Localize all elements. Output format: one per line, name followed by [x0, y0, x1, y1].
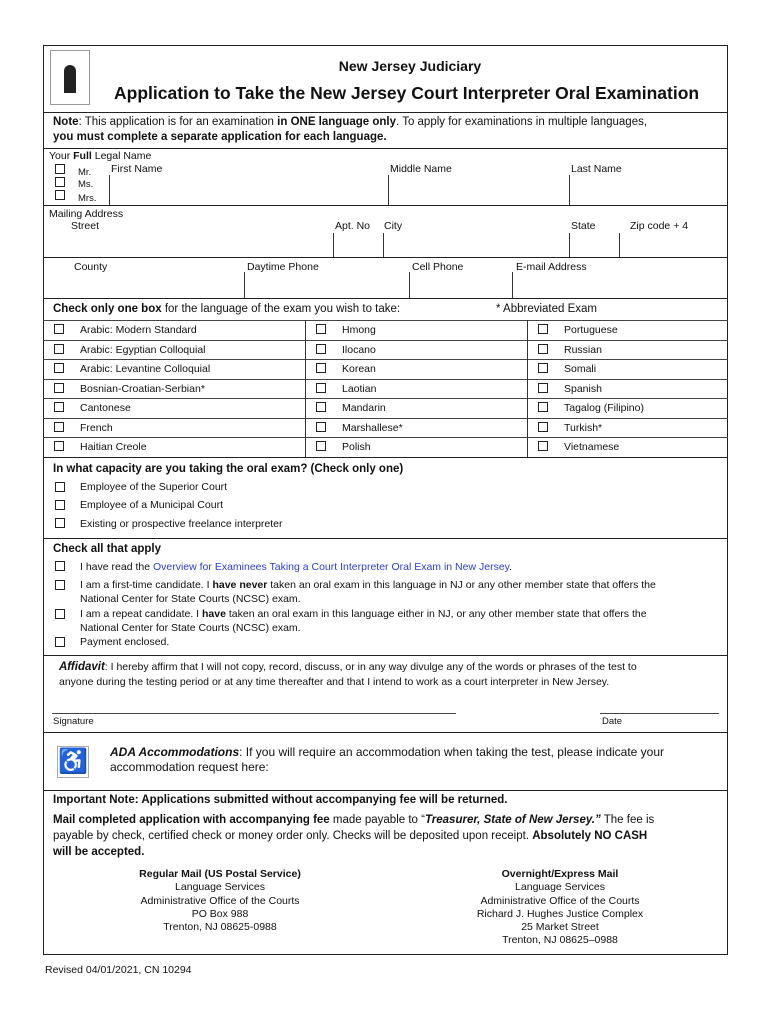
municipal-court-checkbox[interactable] — [55, 500, 65, 510]
check-all-heading: Check all that apply — [53, 543, 162, 555]
first-time-checkbox[interactable] — [55, 580, 65, 590]
last-name-field[interactable] — [570, 176, 726, 204]
language-checkbox[interactable] — [538, 324, 548, 334]
county-label: County — [74, 261, 108, 273]
first-name-label: First Name — [111, 163, 163, 175]
table-rule — [43, 359, 728, 360]
table-rule — [43, 418, 728, 419]
address-line: 25 Market Street — [521, 921, 599, 934]
read-overview-checkbox[interactable] — [55, 561, 65, 571]
read-overview-label: I have read the Overview for Examinees Taking a Court Interpreter Oral Exam in New Jersey. — [80, 561, 513, 573]
language-checkbox[interactable] — [538, 383, 548, 393]
mail-instructions-2: payable by check, certified check or money order only. Checks will be deposited upon receipt. Absolutely NO CASH — [53, 830, 648, 842]
revised-footer: Revised 04/01/2021, CN 10294 — [45, 964, 192, 976]
city-label: City — [384, 220, 403, 232]
table-rule — [305, 320, 306, 457]
cell-phone-field[interactable] — [410, 273, 511, 297]
signature-label: Signature — [53, 716, 94, 727]
language-label: Vietnamese — [564, 441, 620, 453]
mail-instructions-3: will be accepted. — [53, 846, 145, 858]
abbreviated-note: * Abbreviated Exam — [496, 303, 598, 315]
payment-label: Payment enclosed. — [80, 636, 170, 648]
ms-label: Ms. — [78, 179, 94, 190]
language-label: Spanish — [564, 382, 602, 395]
freelance-checkbox[interactable] — [55, 518, 65, 528]
language-label: Arabic: Egyptian Colloquial — [80, 343, 206, 356]
regular-mail-address — [90, 868, 350, 934]
mail-instructions: Mail completed application with accompanying fee made payable to “Treasurer, State of New Jersey.” The fee is — [53, 814, 655, 826]
mailing-address-label: Mailing Address — [49, 208, 124, 220]
last-name-label: Last Name — [571, 163, 622, 175]
language-checkbox[interactable] — [316, 441, 326, 451]
cell-phone-label: Cell Phone — [412, 261, 464, 273]
affidavit-text-2: anyone during the testing period or at any time thereafter and that I intend to work as a court interpreter in New Jersey. — [59, 676, 610, 688]
payment-checkbox[interactable] — [55, 637, 65, 647]
mr-checkbox[interactable] — [55, 164, 65, 174]
repeat-checkbox[interactable] — [55, 609, 65, 619]
language-checkbox[interactable] — [316, 324, 326, 334]
zip-field[interactable] — [620, 233, 726, 256]
apt-label: Apt. No — [335, 220, 371, 232]
language-label: Polish — [342, 441, 371, 453]
middle-name-label: Middle Name — [390, 163, 452, 175]
language-checkbox[interactable] — [538, 402, 548, 412]
language-checkbox[interactable] — [54, 422, 64, 432]
language-label: Turkish* — [564, 421, 603, 434]
address-line: Trenton, NJ 08625–0988 — [502, 934, 618, 947]
apt-field[interactable] — [334, 233, 382, 256]
language-checkbox[interactable] — [54, 383, 64, 393]
language-label: French — [80, 421, 113, 434]
note: Note: This application is for an examination in ONE language only. To apply for examinations in multiple languages, — [53, 116, 648, 128]
language-label: Arabic: Levantine Colloquial — [80, 363, 211, 375]
language-label: Cantonese — [80, 402, 131, 414]
language-checkbox[interactable] — [316, 363, 326, 373]
overview-link[interactable]: Overview for Examinees Taking a Court Interpreter Oral Exam in New Jersey — [152, 561, 510, 573]
state-label: State — [571, 220, 596, 232]
language-label: Korean — [342, 363, 376, 375]
middle-name-field[interactable] — [389, 176, 568, 204]
mrs-checkbox[interactable] — [55, 190, 65, 200]
state-field[interactable] — [570, 233, 618, 256]
language-label: Hmong — [342, 324, 376, 336]
capacity-heading: In what capacity are you taking the oral exam? (Check only one) — [53, 463, 404, 475]
language-label: Arabic: Modern Standard — [80, 324, 197, 336]
email-field[interactable] — [513, 273, 726, 297]
language-label: Portuguese — [564, 324, 618, 336]
overnight-mail-heading: Overnight/Express Mail — [501, 868, 619, 880]
language-checkbox[interactable] — [538, 422, 548, 432]
signature-line[interactable] — [52, 713, 456, 714]
language-checkbox[interactable] — [538, 441, 548, 451]
note-line2: you must complete a separate application for each language. — [53, 131, 387, 143]
table-rule — [43, 398, 728, 399]
daytime-phone-label: Daytime Phone — [247, 261, 319, 273]
divider — [43, 148, 728, 149]
language-label: Bosnian-Croatian-Serbian* — [80, 382, 205, 395]
table-rule — [43, 320, 728, 321]
municipal-court-label: Employee of a Municipal Court — [80, 499, 223, 511]
org-name: New Jersey Judiciary — [338, 58, 482, 74]
superior-court-label: Employee of the Superior Court — [80, 481, 228, 493]
language-label: Tagalog (Filipino) — [564, 402, 644, 414]
regular-mail-heading: Regular Mail (US Postal Service) — [139, 868, 301, 880]
first-time-label: I am a first-time candidate. I have never taken an oral exam in this language in NJ or any other member state that offers the — [80, 579, 656, 591]
county-field[interactable] — [45, 273, 243, 297]
name-heading: Your Full Legal Name — [49, 150, 152, 162]
freelance-label: Existing or prospective freelance interpreter — [80, 518, 283, 530]
language-checkbox[interactable] — [316, 422, 326, 432]
language-heading: Check only one box for the language of the exam you wish to take: — [53, 303, 401, 315]
language-label: Haitian Creole — [80, 441, 147, 453]
table-rule — [43, 379, 728, 380]
ada-text-2: accommodation request here: — [110, 760, 269, 774]
language-checkbox[interactable] — [316, 383, 326, 393]
address-line: Language Services — [515, 881, 605, 894]
repeat-label: I am a repeat candidate. I have taken an oral exam in this language either in NJ, or any other member state that offers the — [80, 608, 647, 620]
language-checkbox[interactable] — [538, 363, 548, 373]
language-label: Somali — [564, 363, 597, 375]
language-label: Russian — [564, 343, 602, 356]
zip-label: Zip code + 4 — [630, 220, 689, 232]
address-line: Administrative Office of the Courts — [480, 894, 640, 907]
address-line: Administrative Office of the Courts — [140, 894, 300, 907]
repeat-label-2: National Center for State Courts (NCSC) exam. — [80, 622, 301, 634]
superior-court-checkbox[interactable] — [55, 482, 65, 492]
language-checkbox[interactable] — [316, 402, 326, 412]
table-rule — [527, 320, 528, 457]
date-label: Date — [602, 716, 623, 727]
mr-label: Mr. — [78, 167, 92, 178]
divider — [43, 112, 728, 113]
table-rule — [43, 340, 728, 341]
address-line: Richard J. Hughes Justice Complex — [476, 907, 644, 920]
city-field[interactable] — [384, 233, 568, 256]
date-line[interactable] — [600, 713, 719, 714]
street-label: Street — [71, 220, 100, 232]
affidavit-text: Affidavit: I hereby affirm that I will not copy, record, discuss, or in any way divulge any of the words or phrases of the test to — [59, 661, 637, 673]
mrs-label: Mrs. — [78, 193, 97, 204]
address-line: Trenton, NJ 08625-0988 — [163, 921, 277, 934]
language-checkbox[interactable] — [54, 402, 64, 412]
email-label: E-mail Address — [516, 261, 587, 273]
language-checkbox[interactable] — [54, 441, 64, 451]
language-checkbox[interactable] — [316, 344, 326, 354]
language-checkbox[interactable] — [54, 344, 64, 354]
language-label: Mandarin — [342, 402, 386, 414]
language-label: Marshallese* — [342, 421, 403, 434]
first-time-label-2: National Center for State Courts (NCSC) exam. — [80, 593, 301, 605]
language-checkbox[interactable] — [538, 344, 548, 354]
ada-text: ADA Accommodations: If you will require an accommodation when taking the test, please indicate your — [110, 745, 665, 759]
street-field[interactable] — [45, 233, 332, 256]
table-rule — [43, 437, 728, 438]
address-line: Language Services — [175, 881, 265, 894]
daytime-phone-field[interactable] — [245, 273, 408, 297]
overnight-mail-address — [430, 868, 690, 948]
language-label: Ilocano — [342, 343, 376, 356]
address-line: PO Box 988 — [191, 907, 249, 920]
language-label: Laotian — [342, 382, 377, 395]
wheelchair-icon: ♿ — [57, 746, 89, 778]
ada-request-field[interactable] — [110, 775, 720, 789]
important-note: Important Note: Applications submitted without accompanying fee will be returned. — [53, 794, 508, 806]
language-checkbox[interactable] — [54, 363, 64, 373]
form-title: Application to Take the New Jersey Court Interpreter Oral Examination — [114, 83, 700, 103]
ms-checkbox[interactable] — [55, 177, 65, 187]
first-name-field[interactable] — [110, 176, 387, 204]
language-checkbox[interactable] — [54, 324, 64, 334]
